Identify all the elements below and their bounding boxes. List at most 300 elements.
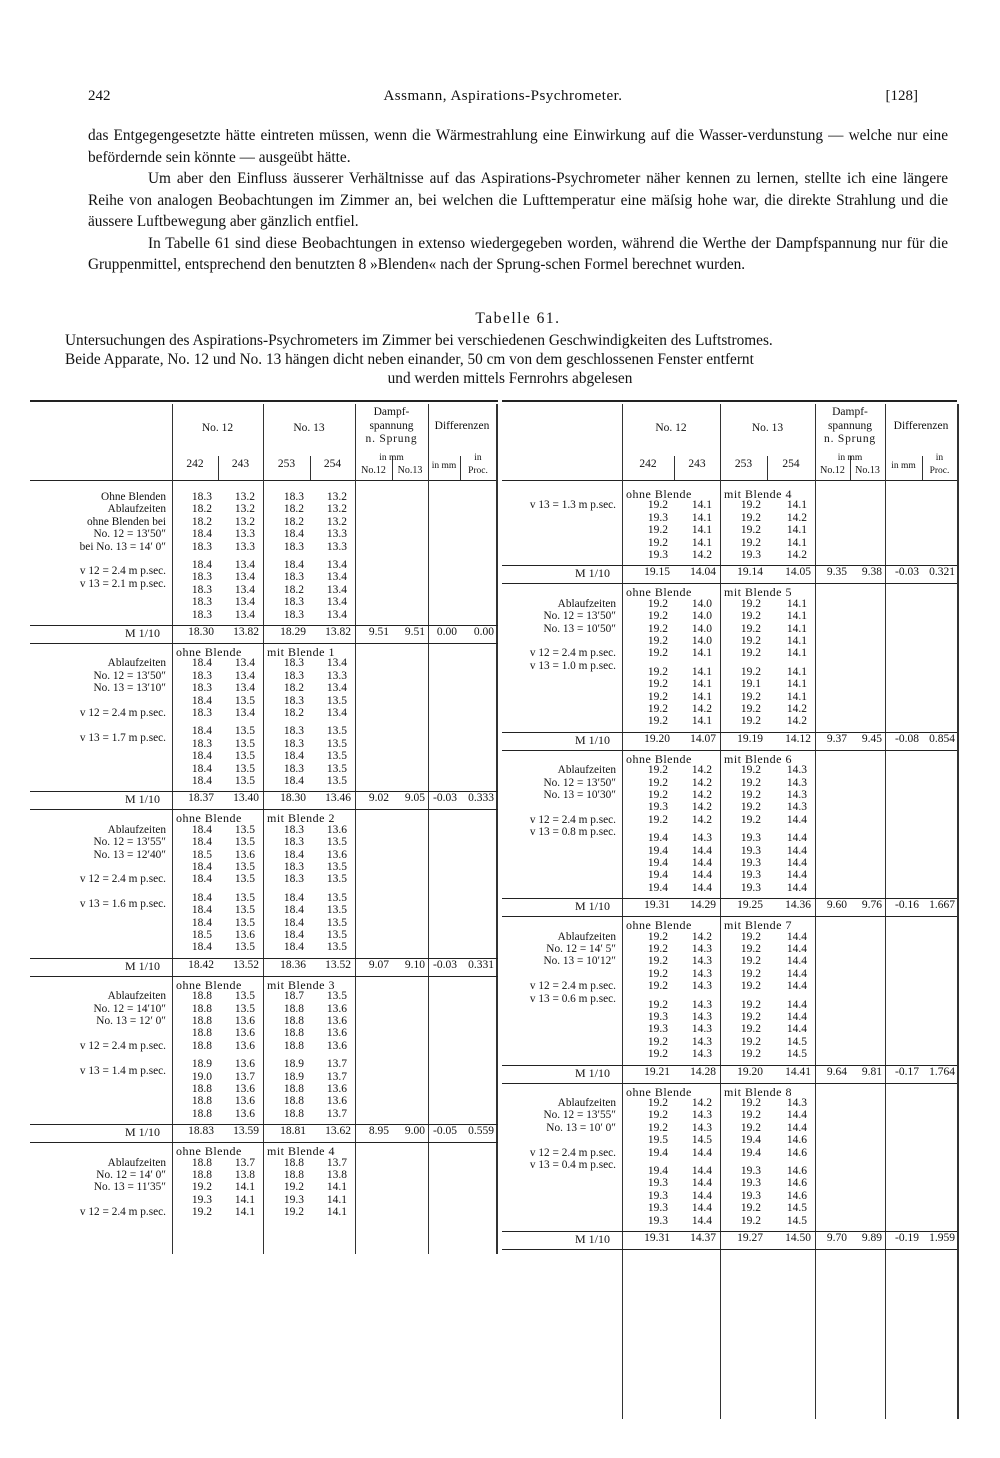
mean-label: M 1/10 — [574, 566, 610, 581]
data-cell: 13.4 — [234, 559, 255, 571]
data-cell: 19.2 — [647, 1035, 668, 1048]
data-cell: 14.2 — [786, 511, 807, 524]
row-label: No. 12 = 14′10″ — [93, 1002, 166, 1015]
group-blende-label: mit Blende 5 — [724, 585, 792, 600]
data-cell: 13.5 — [326, 861, 347, 873]
data-cell: 13.6 — [234, 1058, 255, 1071]
row-label: No. 12 = 13′55″ — [93, 836, 166, 849]
header-col-253: 253 — [734, 458, 753, 470]
data-cell: 14.2 — [691, 930, 712, 943]
group-blende-label: mit Blende 4 — [724, 487, 792, 501]
row-label: No. 12 = 13′55″ — [543, 1109, 616, 1122]
mean-cell: 18.37 — [188, 792, 214, 805]
mean-cell: 14.29 — [690, 899, 716, 912]
row-label: v 13 = 1.0 m p.sec. — [529, 659, 616, 672]
mean-cell: 1.764 — [929, 1065, 955, 1078]
mean-cell: 14.05 — [785, 566, 811, 579]
mean-cell: 14.36 — [785, 899, 811, 912]
row-label: v 12 = 2.4 m p.sec. — [79, 565, 166, 578]
data-cell: 13.6 — [234, 1027, 255, 1040]
data-cell: 13.5 — [326, 737, 347, 750]
data-cell: 19.2 — [740, 801, 761, 814]
data-cell: 19.2 — [740, 789, 761, 801]
data-cell: 18.3 — [283, 737, 304, 750]
page-number: 242 — [88, 88, 111, 104]
data-cell: 13.7 — [326, 1058, 347, 1071]
data-cell: 14.3 — [691, 1035, 712, 1048]
data-cell: 18.2 — [283, 583, 304, 596]
group-blende-label: mit Blende 4 — [267, 1144, 335, 1159]
data-cell: 19.2 — [647, 789, 668, 801]
mean-cell: 18.30 — [280, 792, 306, 805]
mean-label: M 1/10 — [574, 1232, 610, 1246]
data-cell: 18.3 — [283, 596, 304, 609]
group-start-label: ohne Blende — [626, 751, 692, 766]
data-cell: 14.0 — [691, 610, 712, 623]
data-cell: 14.4 — [691, 1214, 712, 1227]
paragraph-3: In Tabelle 61 sind diese Beobachtungen in extenso wiedergegeben worden, während die Werthe der Dampfspannung nur für die Gruppenmittel, entsprechend den benutzten 8 »Blenden« nach der Sprung-schen Formel berechnet wurden. — [88, 234, 948, 273]
data-cell: 14.1 — [786, 610, 807, 623]
mean-cell: 9.60 — [826, 899, 847, 912]
row-label: v 12 = 2.4 m p.sec. — [529, 1146, 616, 1159]
data-cell: 19.2 — [740, 764, 761, 777]
mean-cell: 9.81 — [861, 1065, 882, 1078]
data-cell: 14.1 — [786, 536, 807, 549]
row-label: v 13 = 1.7 m p.sec. — [79, 731, 166, 744]
data-cell: 13.5 — [234, 762, 255, 775]
data-cell: 18.2 — [283, 682, 304, 695]
data-cell: 19.2 — [647, 622, 668, 635]
mean-cell: 14.04 — [690, 566, 716, 579]
mean-cell: -0.05 — [433, 1125, 457, 1138]
data-cell: 19.2 — [647, 597, 668, 610]
data-cell: 13.7 — [234, 1156, 255, 1169]
data-cell: 18.3 — [191, 491, 212, 503]
row-label: Ablaufzeiten — [557, 764, 616, 777]
data-cell: 14.2 — [691, 813, 712, 826]
mean-cell: 0.333 — [468, 792, 494, 805]
data-cell: 18.4 — [283, 929, 304, 941]
group-blende-label: mit Blende 6 — [724, 751, 792, 766]
row-label: v 12 = 2.4 m p.sec. — [529, 980, 616, 993]
mean-cell: 13.46 — [325, 792, 351, 805]
mean-cell: 9.76 — [861, 899, 882, 912]
row-label: v 13 = 1.6 m p.sec. — [79, 898, 166, 911]
data-cell: 13.5 — [234, 873, 255, 886]
data-cell: 13.7 — [234, 1070, 255, 1083]
data-cell: 14.3 — [691, 1011, 712, 1023]
data-cell: 18.4 — [283, 891, 304, 904]
mean-cell: -0.19 — [895, 1232, 919, 1244]
data-cell: 13.4 — [234, 669, 255, 682]
data-cell: 14.3 — [691, 1121, 712, 1134]
data-cell: 19.2 — [740, 610, 761, 623]
data-cell: 18.8 — [283, 1027, 304, 1040]
data-cell: 18.3 — [191, 682, 212, 695]
data-cell: 13.5 — [326, 775, 347, 787]
row-label: No. 12 = 13′50″ — [93, 528, 166, 541]
mean-cell: 9.02 — [368, 792, 389, 805]
data-cell: 14.6 — [786, 1146, 807, 1159]
data-cell: 14.0 — [691, 597, 712, 610]
data-cell: 13.5 — [234, 1002, 255, 1015]
data-cell: 14.5 — [786, 1214, 807, 1227]
data-cell: 19.2 — [283, 1181, 304, 1194]
data-cell: 19.2 — [740, 1121, 761, 1134]
mean-label: M 1/10 — [124, 1125, 160, 1140]
data-cell: 19.2 — [740, 499, 761, 512]
data-cell: 14.4 — [691, 857, 712, 869]
row-label: No. 13 = 10′12″ — [543, 955, 616, 968]
mean-label: M 1/10 — [574, 1065, 610, 1080]
data-cell: 18.4 — [191, 873, 212, 886]
mean-cell: 14.12 — [785, 732, 811, 745]
data-cell: 13.6 — [326, 1083, 347, 1095]
data-cell: 14.4 — [786, 1109, 807, 1122]
data-cell: 14.1 — [786, 524, 807, 537]
data-cell: 14.4 — [691, 1202, 712, 1215]
mean-cell: 0.00 — [473, 626, 494, 638]
data-cell: 14.1 — [786, 597, 807, 610]
data-cell: 14.3 — [691, 980, 712, 993]
data-cell: 13.4 — [326, 583, 347, 596]
data-cell: 19.4 — [647, 844, 668, 857]
data-cell: 13.6 — [234, 1015, 255, 1027]
data-cell: 13.5 — [326, 873, 347, 886]
data-cell: 18.4 — [191, 916, 212, 929]
row-label: v 13 = 0.4 m p.sec. — [529, 1159, 616, 1171]
data-cell: 14.1 — [326, 1193, 347, 1206]
mean-cell: 19.27 — [737, 1232, 763, 1244]
data-cell: 13.3 — [326, 669, 347, 682]
data-cell: 14.1 — [691, 715, 712, 728]
row-label: Ohne Blenden — [101, 491, 166, 503]
data-cell: 19.2 — [740, 1202, 761, 1215]
data-cell: 19.2 — [740, 703, 761, 715]
data-cell: 13.4 — [234, 657, 255, 670]
mean-cell: 0.00 — [436, 626, 457, 638]
table-top-rule — [30, 400, 498, 402]
data-cell: 18.4 — [283, 916, 304, 929]
header-dampf-3: n. Sprung — [365, 433, 418, 445]
data-cell: 13.4 — [234, 608, 255, 621]
data-cell: 19.3 — [740, 549, 761, 561]
data-cell: 14.1 — [691, 665, 712, 678]
data-cell: 19.2 — [740, 647, 761, 660]
mean-cell: 18.42 — [188, 958, 214, 971]
row-label: No. 13 = 11′35″ — [93, 1181, 166, 1194]
data-cell: 18.8 — [191, 1039, 212, 1052]
data-cell: 14.1 — [691, 690, 712, 703]
data-cell: 18.3 — [283, 608, 304, 621]
data-cell: 19.3 — [740, 881, 761, 894]
data-cell: 18.8 — [283, 1002, 304, 1015]
data-cell: 19.2 — [740, 1109, 761, 1122]
mean-cell: -0.03 — [433, 792, 457, 805]
data-cell: 13.5 — [234, 904, 255, 917]
mean-cell: 0.321 — [929, 566, 955, 579]
header-diff-in: in — [935, 453, 944, 463]
data-cell: 13.6 — [234, 1039, 255, 1052]
mean-label: M 1/10 — [124, 792, 160, 807]
data-cell: 14.4 — [691, 881, 712, 894]
data-cell: 18.3 — [191, 571, 212, 584]
data-cell: 18.8 — [191, 1107, 212, 1120]
data-cell: 14.3 — [691, 967, 712, 980]
data-cell: 13.6 — [234, 1095, 255, 1108]
data-cell: 18.3 — [283, 861, 304, 873]
data-cell: 13.4 — [326, 571, 347, 584]
data-cell: 14.4 — [786, 869, 807, 882]
row-label: Ablaufzeiten — [107, 1156, 166, 1169]
data-cell: 18.8 — [283, 1015, 304, 1027]
mean-cell: 9.89 — [861, 1232, 882, 1244]
data-cell: 19.2 — [740, 1048, 761, 1061]
data-cell: 14.3 — [691, 955, 712, 968]
row-label: No. 12 = 13′50″ — [93, 669, 166, 682]
row-label: Ablaufzeiten — [107, 657, 166, 670]
mean-cell: -0.16 — [895, 899, 919, 912]
data-cell: 19.3 — [740, 844, 761, 857]
data-cell: 19.3 — [647, 801, 668, 814]
mean-cell: 18.29 — [280, 626, 306, 638]
data-cell: 18.4 — [191, 775, 212, 787]
data-cell: 14.1 — [691, 499, 712, 512]
group-start-label: ohne Blende — [626, 918, 692, 933]
mean-cell: 9.64 — [826, 1065, 847, 1078]
row-label: v 13 = 0.8 m p.sec. — [529, 826, 616, 839]
data-cell: 18.4 — [283, 904, 304, 917]
table-top-rule — [502, 400, 957, 402]
group-blende-label: mit Blende 2 — [267, 811, 335, 826]
group-start-label: ohne Blende — [626, 487, 692, 501]
data-cell: 18.8 — [191, 1027, 212, 1040]
mean-cell: 9.38 — [861, 566, 882, 579]
data-cell: 13.5 — [234, 694, 255, 707]
data-cell: 19.0 — [191, 1070, 212, 1083]
data-cell: 19.2 — [740, 998, 761, 1011]
data-cell: 14.3 — [786, 764, 807, 777]
data-cell: 14.4 — [691, 1177, 712, 1190]
data-cell: 19.2 — [647, 1048, 668, 1061]
mean-cell: 14.37 — [690, 1232, 716, 1244]
data-cell: 13.8 — [234, 1169, 255, 1181]
data-cell: 14.2 — [691, 703, 712, 715]
data-cell: 13.2 — [234, 503, 255, 516]
data-cell: 19.2 — [740, 715, 761, 728]
data-cell: 13.5 — [326, 929, 347, 941]
table-title: Tabelle 61. — [475, 310, 561, 327]
data-cell: 18.3 — [191, 707, 212, 719]
data-cell: 13.5 — [234, 861, 255, 873]
header-col-253: 253 — [277, 458, 296, 470]
data-cell: 19.4 — [647, 857, 668, 869]
header-col-254: 254 — [323, 458, 342, 470]
data-cell: 13.5 — [234, 916, 255, 929]
data-cell: 14.4 — [691, 1146, 712, 1159]
data-cell: 14.6 — [786, 1134, 807, 1147]
data-cell: 19.3 — [740, 1189, 761, 1202]
data-cell: 18.8 — [283, 1169, 304, 1181]
row-label: Ablaufzeiten — [557, 930, 616, 943]
group-start-label: ohne Blende — [176, 645, 242, 659]
data-cell: 13.3 — [326, 540, 347, 553]
data-cell: 14.1 — [691, 511, 712, 524]
data-cell: 18.3 — [283, 657, 304, 670]
data-cell: 14.1 — [786, 635, 807, 647]
data-cell: 18.4 — [191, 750, 212, 763]
data-cell: 18.3 — [191, 596, 212, 609]
data-cell: 14.4 — [691, 844, 712, 857]
data-cell: 14.3 — [691, 1023, 712, 1036]
data-cell: 19.2 — [647, 499, 668, 512]
group-blende-label: mit Blende 8 — [724, 1084, 792, 1099]
body-text — [88, 125, 948, 276]
mean-label: M 1/10 — [124, 626, 160, 640]
group-start-label: ohne Blende — [176, 811, 242, 826]
data-cell: 18.3 — [283, 669, 304, 682]
header-col-242: 242 — [186, 458, 204, 470]
data-cell: 13.3 — [234, 528, 255, 541]
group-start-label: ohne Blende — [626, 1084, 692, 1099]
data-cell: 14.4 — [786, 832, 807, 845]
data-cell: 18.5 — [191, 848, 212, 861]
data-cell: 18.4 — [283, 528, 304, 541]
data-cell: 19.3 — [647, 1189, 668, 1202]
data-cell: 13.6 — [234, 929, 255, 941]
data-cell: 19.3 — [647, 1177, 668, 1190]
data-cell: 13.4 — [234, 596, 255, 609]
data-cell: 19.2 — [740, 511, 761, 524]
data-cell: 19.2 — [647, 776, 668, 789]
data-cell: 18.8 — [191, 1169, 212, 1181]
mean-cell: 0.331 — [468, 958, 494, 971]
data-cell: 19.3 — [647, 1011, 668, 1023]
data-cell: 19.2 — [647, 610, 668, 623]
data-cell: 19.3 — [740, 869, 761, 882]
mean-cell: 9.05 — [404, 792, 425, 805]
data-cell: 14.4 — [786, 1023, 807, 1036]
data-cell: 13.5 — [234, 725, 255, 738]
data-cell: 19.2 — [740, 622, 761, 635]
row-label: v 12 = 2.4 m p.sec. — [79, 873, 166, 886]
data-cell: 18.4 — [191, 694, 212, 707]
data-cell: 19.2 — [647, 647, 668, 660]
data-cell: 13.2 — [234, 491, 255, 503]
data-cell: 14.4 — [786, 955, 807, 968]
data-cell: 18.4 — [191, 762, 212, 775]
row-label: No. 13 = 10′30″ — [543, 789, 616, 801]
row-label: No. 12 = 13′50″ — [543, 610, 616, 623]
row-label: No. 13 = 12′ 0″ — [96, 1015, 166, 1027]
data-cell: 18.5 — [191, 929, 212, 941]
header-diff-mm: in mm — [891, 461, 916, 471]
data-cell: 14.6 — [786, 1165, 807, 1177]
data-cell: 19.2 — [647, 536, 668, 549]
data-cell: 13.4 — [234, 571, 255, 584]
mean-cell: 19.19 — [737, 732, 763, 745]
table-caption — [65, 331, 955, 388]
header-col-254: 254 — [782, 458, 800, 470]
data-cell: 14.4 — [691, 1165, 712, 1177]
data-cell: 18.2 — [191, 515, 212, 528]
group-start-label: ohne Blende — [626, 585, 692, 600]
data-cell: 19.2 — [647, 524, 668, 537]
data-cell: 19.2 — [647, 690, 668, 703]
data-cell: 13.5 — [326, 725, 347, 738]
data-cell: 13.6 — [326, 1095, 347, 1108]
data-cell: 14.1 — [786, 499, 807, 512]
data-cell: 13.2 — [326, 491, 347, 503]
data-cell: 18.8 — [283, 1083, 304, 1095]
header-diff-mm: in mm — [431, 461, 457, 471]
data-cell: 14.2 — [786, 549, 807, 561]
data-cell: 13.5 — [326, 904, 347, 917]
data-cell: 14.2 — [691, 801, 712, 814]
row-label: No. 13 = 10′50″ — [543, 622, 616, 635]
header-dampf-mm: in mm — [379, 453, 404, 463]
row-label: Ablaufzeiten — [107, 990, 166, 1003]
data-cell: 13.5 — [234, 941, 255, 954]
data-cell: 14.5 — [786, 1202, 807, 1215]
data-cell: 19.4 — [647, 1146, 668, 1159]
data-cell: 18.8 — [283, 1107, 304, 1120]
data-cell: 18.2 — [283, 515, 304, 528]
header-col-243: 243 — [688, 458, 706, 470]
data-cell: 19.2 — [647, 635, 668, 647]
mean-cell: -0.08 — [895, 732, 919, 745]
data-cell: 19.2 — [740, 1097, 761, 1109]
mean-cell: 9.51 — [368, 626, 389, 638]
data-cell: 18.4 — [191, 904, 212, 917]
data-cell: 19.2 — [647, 955, 668, 968]
data-cell: 19.2 — [740, 955, 761, 968]
data-cell: 19.2 — [191, 1206, 212, 1219]
header-diff-in: in — [474, 453, 482, 463]
data-cell: 14.4 — [786, 943, 807, 955]
data-cell: 18.4 — [191, 861, 212, 873]
data-cell: 18.3 — [283, 694, 304, 707]
mean-cell: 1.959 — [929, 1232, 955, 1244]
mean-cell: 14.07 — [690, 732, 716, 745]
data-cell: 13.7 — [326, 1107, 347, 1120]
data-cell: 19.2 — [740, 967, 761, 980]
row-label: v 13 = 1.4 m p.sec. — [79, 1064, 166, 1077]
data-cell: 13.4 — [326, 559, 347, 571]
data-cell: 18.4 — [191, 891, 212, 904]
data-cell: 14.1 — [691, 536, 712, 549]
data-cell: 18.4 — [283, 775, 304, 787]
caption-line-2: Beide Apparate, No. 12 und No. 13 hängen dicht neben einander, 50 cm von dem geschlossenen Fenster entfernt — [65, 351, 754, 368]
row-label: v 13 = 1.3 m p.sec. — [529, 499, 616, 512]
data-cell: 14.2 — [691, 1097, 712, 1109]
data-cell: 13.5 — [234, 836, 255, 849]
data-cell: 14.2 — [691, 789, 712, 801]
caption-line-3: und werden mittels Fernrohrs abgelesen — [387, 370, 633, 387]
data-cell: 19.3 — [191, 1193, 212, 1206]
data-cell: 19.2 — [740, 1214, 761, 1227]
data-cell: 19.2 — [647, 764, 668, 777]
data-cell: 13.6 — [326, 823, 347, 836]
data-cell: 18.3 — [283, 540, 304, 553]
data-cell: 19.2 — [647, 998, 668, 1011]
data-cell: 18.4 — [191, 941, 212, 954]
data-cell: 13.7 — [326, 1070, 347, 1083]
data-cell: 18.3 — [191, 608, 212, 621]
data-cell: 19.3 — [647, 1202, 668, 1215]
data-cell: 14.0 — [691, 622, 712, 635]
data-cell: 18.3 — [191, 737, 212, 750]
